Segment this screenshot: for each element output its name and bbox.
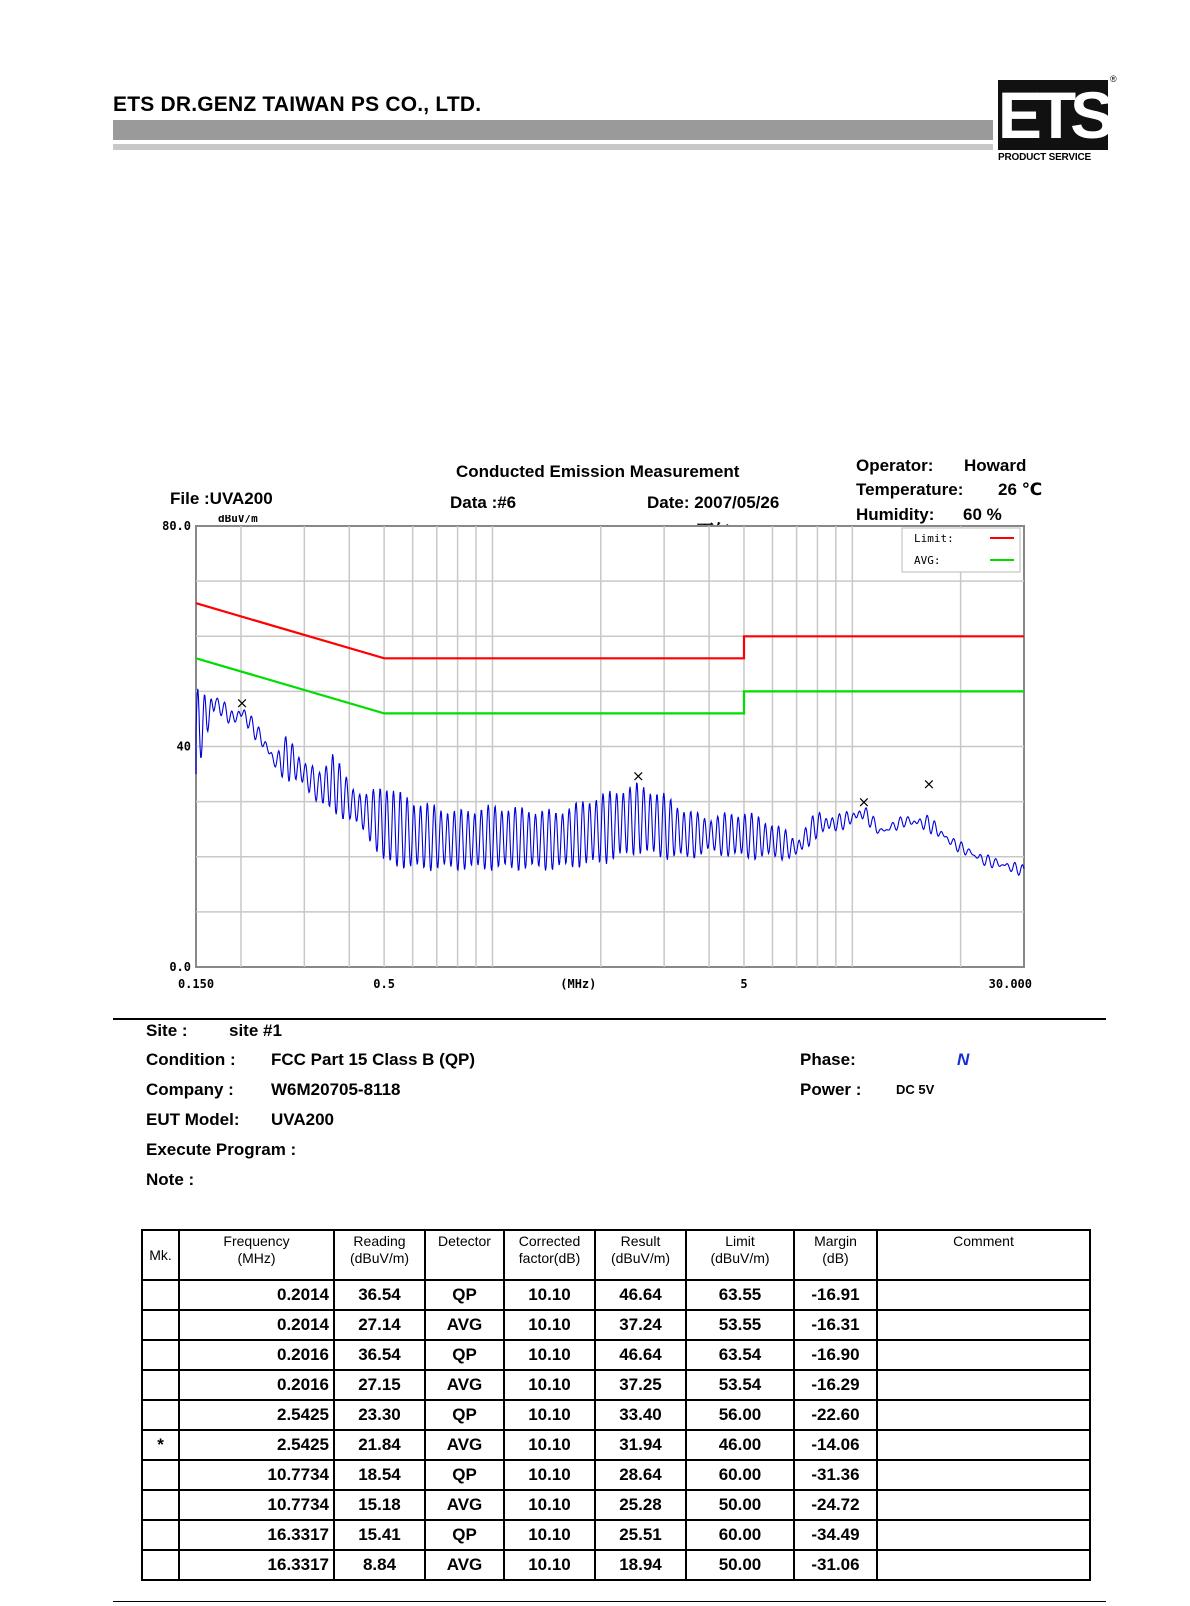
table-cell: 36.54 [334,1280,425,1310]
table-cell: 23.30 [334,1400,425,1430]
peak-marker: × [922,775,936,794]
table-cell: 37.25 [595,1370,686,1400]
table-cell: -31.36 [794,1460,877,1490]
temperature-value: 26 ℃ [998,480,1043,499]
chart-title: Conducted Emission Measurement [456,462,740,481]
table-cell [877,1460,1090,1490]
table-header-cell: Frequency (MHz) [179,1230,334,1280]
table-cell: AVG [425,1370,504,1400]
table-header-cell: Detector [425,1230,504,1280]
y-tick-label: 0.0 [169,960,191,974]
table-header-cell: Reading (dBuV/m) [334,1230,425,1280]
table-cell [142,1490,179,1520]
table-cell: 21.84 [334,1430,425,1460]
program-label: Execute Program : [146,1140,297,1159]
y-axis-unit: dBuV/m [218,515,258,525]
table-row [142,1520,1090,1550]
emission-chart [160,515,1060,1010]
table-cell: QP [425,1340,504,1370]
operator-label: Operator: [856,456,934,475]
table-cell: -16.91 [794,1280,877,1310]
table-cell [877,1520,1090,1550]
table-cell: 2.5425 [179,1430,334,1460]
table-cell: 10.10 [504,1340,595,1370]
header-bar [113,120,993,140]
x-tick-label: 0.5 [373,977,395,991]
table-cell [142,1460,179,1490]
table-row [142,1550,1090,1580]
company-name: ETS DR.GENZ TAIWAN PS CO., LTD. [113,93,482,116]
table-cell: 10.10 [504,1430,595,1460]
peak-marker: × [235,693,249,712]
table-cell: -16.31 [794,1310,877,1340]
table-cell: 10.7734 [179,1490,334,1520]
eut-value: UVA200 [271,1110,334,1129]
table-cell: AVG [425,1310,504,1340]
table-cell [142,1550,179,1580]
table-cell: 10.10 [504,1490,595,1520]
table-row [142,1340,1090,1370]
table-cell [877,1370,1090,1400]
table-cell: 25.51 [595,1520,686,1550]
table-header-cell: Comment [877,1230,1090,1280]
table-row [142,1280,1090,1310]
table-row [142,1310,1090,1340]
table-cell: 10.10 [504,1550,595,1580]
table-cell: 36.54 [334,1340,425,1370]
table-cell [142,1280,179,1310]
header-bar-thin [113,144,993,150]
table-cell: QP [425,1460,504,1490]
table-cell: 10.10 [504,1310,595,1340]
operator-value: Howard [964,456,1027,475]
table-row [142,1430,1090,1460]
table-cell: 10.10 [504,1370,595,1400]
table-row [142,1490,1090,1520]
table-header-cell: Limit (dBuV/m) [686,1230,794,1280]
table-row [142,1400,1090,1430]
table-cell: 46.00 [686,1430,794,1460]
table-cell: -24.72 [794,1490,877,1520]
company-value: W6M20705-8118 [271,1080,401,1099]
table-header-cell: Result (dBuV/m) [595,1230,686,1280]
table-cell [877,1490,1090,1520]
table-cell: 0.2014 [179,1310,334,1340]
table-cell: 18.94 [595,1550,686,1580]
table-cell: AVG [425,1550,504,1580]
table-cell: 56.00 [686,1400,794,1430]
table-row [142,1460,1090,1490]
table-cell: * [142,1430,179,1460]
table-cell: 46.64 [595,1280,686,1310]
power-label: Power : [800,1080,862,1099]
condition-value: FCC Part 15 Class B (QP) [271,1050,476,1069]
table-cell: 0.2016 [179,1370,334,1400]
table-header-cell: Margin (dB) [794,1230,877,1280]
table-cell [877,1550,1090,1580]
x-tick-label: (MHz) [560,977,597,991]
table-cell: 27.15 [334,1370,425,1400]
table-cell [142,1400,179,1430]
chart-divider [113,1018,1106,1020]
table-cell: 50.00 [686,1550,794,1580]
table-cell [877,1310,1090,1340]
legend-label: AVG: [914,554,941,567]
x-tick-label: 5 [740,977,748,991]
table-cell: 0.2014 [179,1280,334,1310]
table-cell: 53.55 [686,1310,794,1340]
peak-marker: × [857,793,871,812]
table-cell: 10.10 [504,1400,595,1430]
logo-tagline: PRODUCT SERVICE [998,152,1091,163]
table-cell: 37.24 [595,1310,686,1340]
humidity-value: 60 % [963,505,1002,524]
table-body [142,1280,1090,1580]
table-cell: -14.06 [794,1430,877,1460]
table-cell: -34.49 [794,1520,877,1550]
table-cell: -22.60 [794,1400,877,1430]
footer-rule [113,1601,1106,1602]
table-cell [877,1280,1090,1310]
table-header-cell: Corrected factor(dB) [504,1230,595,1280]
table-cell: 28.64 [595,1460,686,1490]
table-cell: 10.10 [504,1520,595,1550]
company-label: Company : [146,1080,234,1099]
table-header-row [142,1230,1090,1280]
table-cell: -31.06 [794,1550,877,1580]
note-label: Note : [146,1170,195,1189]
table-cell: 31.94 [595,1430,686,1460]
table-cell: 27.14 [334,1310,425,1340]
table-cell [142,1310,179,1340]
ets-logo [998,80,1108,150]
x-tick-label: 30.000 [988,977,1032,991]
table-cell: -16.29 [794,1370,877,1400]
table-row [142,1370,1090,1400]
table-cell: 46.64 [595,1340,686,1370]
table-cell: 25.28 [595,1490,686,1520]
measure-date: Date: 2007/05/26 [647,493,780,512]
table-cell: 10.10 [504,1460,595,1490]
file-label: File :UVA200 [170,489,273,508]
table-cell: 53.54 [686,1370,794,1400]
table-cell: 10.10 [504,1280,595,1310]
power-value: DC 5V [896,1082,935,1097]
table-cell: QP [425,1280,504,1310]
x-tick-label: 0.150 [177,977,215,991]
table-cell: QP [425,1520,504,1550]
eut-label: EUT Model: [146,1110,240,1129]
table-cell: 16.3317 [179,1520,334,1550]
registered-mark: ® [1110,74,1117,84]
table-cell: QP [425,1400,504,1430]
table-cell: 2.5425 [179,1400,334,1430]
table-cell [142,1370,179,1400]
table-cell [877,1400,1090,1430]
y-tick-label: 40 [176,739,191,754]
table-cell: -16.90 [794,1340,877,1370]
humidity-label: Humidity: [856,505,935,524]
legend-label: Limit: [914,532,954,545]
table-header-cell: Mk. [142,1230,179,1280]
table-cell: 8.84 [334,1550,425,1580]
table-cell: AVG [425,1430,504,1460]
table-cell: 60.00 [686,1460,794,1490]
results-table [141,1229,1091,1581]
table-cell: 63.55 [686,1280,794,1310]
table-cell [877,1430,1090,1460]
table-cell: 63.54 [686,1340,794,1370]
table-cell: 50.00 [686,1490,794,1520]
temperature-label: Temperature: [856,480,964,499]
phase-value: N [957,1050,970,1069]
table-cell [877,1340,1090,1370]
table-cell [142,1340,179,1370]
table-cell: 15.41 [334,1520,425,1550]
logo-text: ETS [998,80,1108,150]
table-cell: 18.54 [334,1460,425,1490]
site-label: Site : [146,1021,188,1040]
phase-label: Phase: [800,1050,856,1069]
condition-label: Condition : [146,1050,236,1069]
peak-marker: × [632,766,645,785]
y-tick-label: 80.0 [162,519,191,533]
table-cell: 15.18 [334,1490,425,1520]
data-number: Data :#6 [450,493,517,512]
table-cell: 16.3317 [179,1550,334,1580]
table-cell: 0.2016 [179,1340,334,1370]
table-cell [142,1520,179,1550]
table-cell: AVG [425,1490,504,1520]
site-value: site #1 [229,1021,282,1040]
table-cell: 33.40 [595,1400,686,1430]
table-cell: 60.00 [686,1520,794,1550]
table-cell: 10.7734 [179,1460,334,1490]
